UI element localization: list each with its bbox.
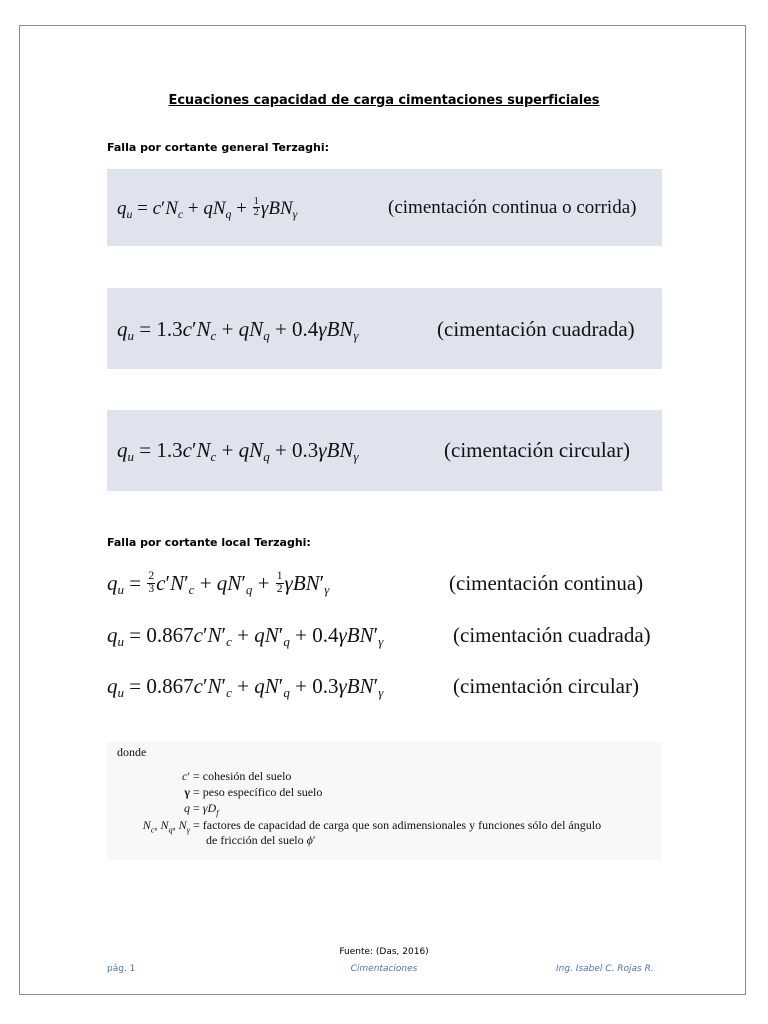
coefficient-c: 1.3 [156, 438, 183, 462]
symbol-c: c′ [182, 769, 190, 783]
document-title: Ecuaciones capacidad de carga cimentaciones superficiales [168, 93, 600, 108]
gamma-definition: = peso específico del suelo [193, 785, 323, 799]
local-failure-heading: Falla por cortante local Terzaghi: [107, 536, 311, 549]
equation-general-continuous: $q_u = c'N_c + qN_q$ + $\frac{1}{2}$ γBN$_\gamma$ [117, 196, 298, 221]
equation-local-circular: $q_u = 0.867c'N'_c + qN'_q + 0.3\gamma BN'_\gamma$ [107, 674, 384, 701]
coefficient-c: 0.867 [146, 674, 194, 698]
coefficient-gamma: 0.3 [312, 674, 339, 698]
equation-description: (cimentación continua o corrida) [388, 197, 637, 218]
equation-description: (cimentación cuadrada) [453, 623, 651, 647]
footer-subject: Cimentaciones [350, 964, 418, 974]
q-definition: = $\gamma D_f$ [193, 801, 219, 818]
equation-description: (cimentación cuadrada) [437, 317, 635, 341]
equation-description: (cimentación circular) [444, 438, 630, 462]
where-label: donde [117, 745, 147, 759]
coefficient-gamma: 0.4 [292, 317, 319, 341]
source-citation: Fuente: (Das, 2016) [339, 947, 429, 957]
equation-description: (cimentación circular) [453, 674, 639, 698]
page-number: pág. 1 [107, 964, 136, 974]
general-failure-heading: Falla por cortante general Terzaghi: [107, 141, 330, 154]
coefficient-c: 0.867 [146, 623, 194, 647]
coefficient-c: 1.3 [156, 317, 183, 341]
factors-definition-continued: de fricción del suelo ϕ′ [206, 833, 316, 847]
symbol-q: q [184, 801, 190, 815]
equation-general-circular: $q_u = 1.3c'N_c + qN_q + 0.3\gamma BN_\gamma$ [117, 438, 359, 465]
c-definition: = cohesión del suelo [193, 769, 292, 783]
symbol-gamma: γ [184, 785, 190, 799]
equation-description: (cimentación continua) [449, 571, 644, 595]
equation-local-square: $q_u = 0.867c'N'_c + qN'_q + 0.4\gamma BN'_\gamma$ [107, 623, 384, 650]
coefficient-gamma: 0.3 [292, 438, 319, 462]
definitions-block [107, 742, 662, 860]
factors-definition: = factores de capacidad de carga que son adimensionales y funciones sólo del ángulo [193, 818, 602, 832]
symbol-factors: $N_c$, $N_q$, $N_\gamma$ [142, 818, 190, 835]
footer-author: Ing. Isabel C. Rojas R. [556, 964, 654, 974]
equation-general-square: $q_u = 1.3c'N_c + qN_q + 0.4\gamma BN_\gamma$ [117, 317, 359, 344]
equation-local-continuous: $q_u$ = $\frac{2}{3}$ $c'N'_c + qN'_q$ + $\frac{1}{2}$ $\gamma BN'_\gamma$ [107, 570, 330, 598]
coefficient-gamma: 0.4 [312, 623, 339, 647]
